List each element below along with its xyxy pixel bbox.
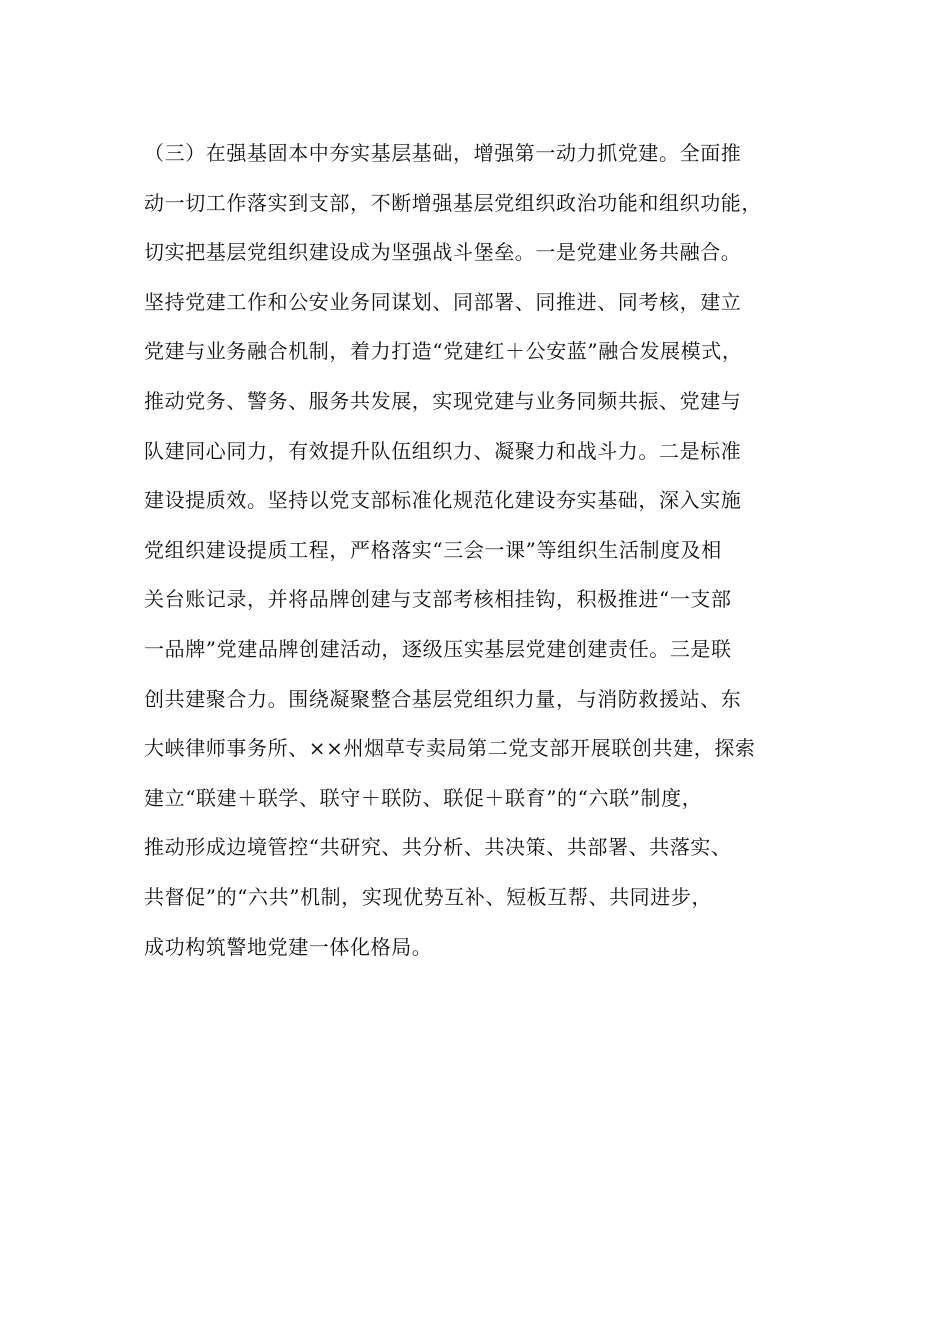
paragraph-line: （三）在强基固本中夯实基层基础，增强第一动力抓党建。全面推 xyxy=(144,141,742,165)
paragraph-line: 坚持党建工作和公安业务同谋划、同部署、同推进、同考核，建立 xyxy=(144,289,742,314)
paragraph-line: 切实把基层党组织建设成为坚强战斗堡垒。一是党建业务共融合。 xyxy=(144,240,742,265)
paragraph-line: 关台账记录，并将品牌创建与支部考核相挂钩，积极推进“一支部 xyxy=(144,587,732,612)
body-paragraph xyxy=(144,129,834,972)
paragraph-line: 建立“联建＋联学、联守＋联防、联促＋联育”的“六联”制度， xyxy=(144,785,703,810)
paragraph-line: 一品牌”党建品牌创建活动，逐级压实基层党建创建责任。三是联 xyxy=(144,636,732,661)
paragraph-line: 创共建聚合力。围绕凝聚整合基层党组织力量，与消防救援站、东 xyxy=(144,686,742,711)
paragraph-line: 共督促”的“六共”机制，实现优势互补、短板互帮、共同进步， xyxy=(144,884,713,909)
paragraph-line: 建设提质效。坚持以党支部标准化规范化建设夯实基础，深入实施 xyxy=(144,488,742,513)
paragraph-line: 党组织建设提质工程，严格落实“三会一课”等组织生活制度及相 xyxy=(144,537,722,562)
paragraph-line: 动一切工作落实到支部，不断增强基层党组织政治功能和组织功能， xyxy=(144,190,762,215)
paragraph-line: 推动形成边境管控“共研究、共分析、共决策、共部署、共落实、 xyxy=(144,835,732,860)
paragraph-line: 推动党务、警务、服务共发展，实现党建与业务同频共振、党建与 xyxy=(144,388,742,413)
paragraph-line: 大峡律师事务所、××州烟草专卖局第二党支部开展联创共建，探索 xyxy=(144,736,756,761)
paragraph-line: 队建同心同力，有效提升队伍组织力、凝聚力和战斗力。二是标准 xyxy=(144,438,742,463)
paragraph-line: 成功构筑警地党建一体化格局。 xyxy=(144,934,433,959)
paragraph-line: 党建与业务融合机制，着力打造“党建红＋公安蓝”融合发展模式， xyxy=(144,339,743,364)
